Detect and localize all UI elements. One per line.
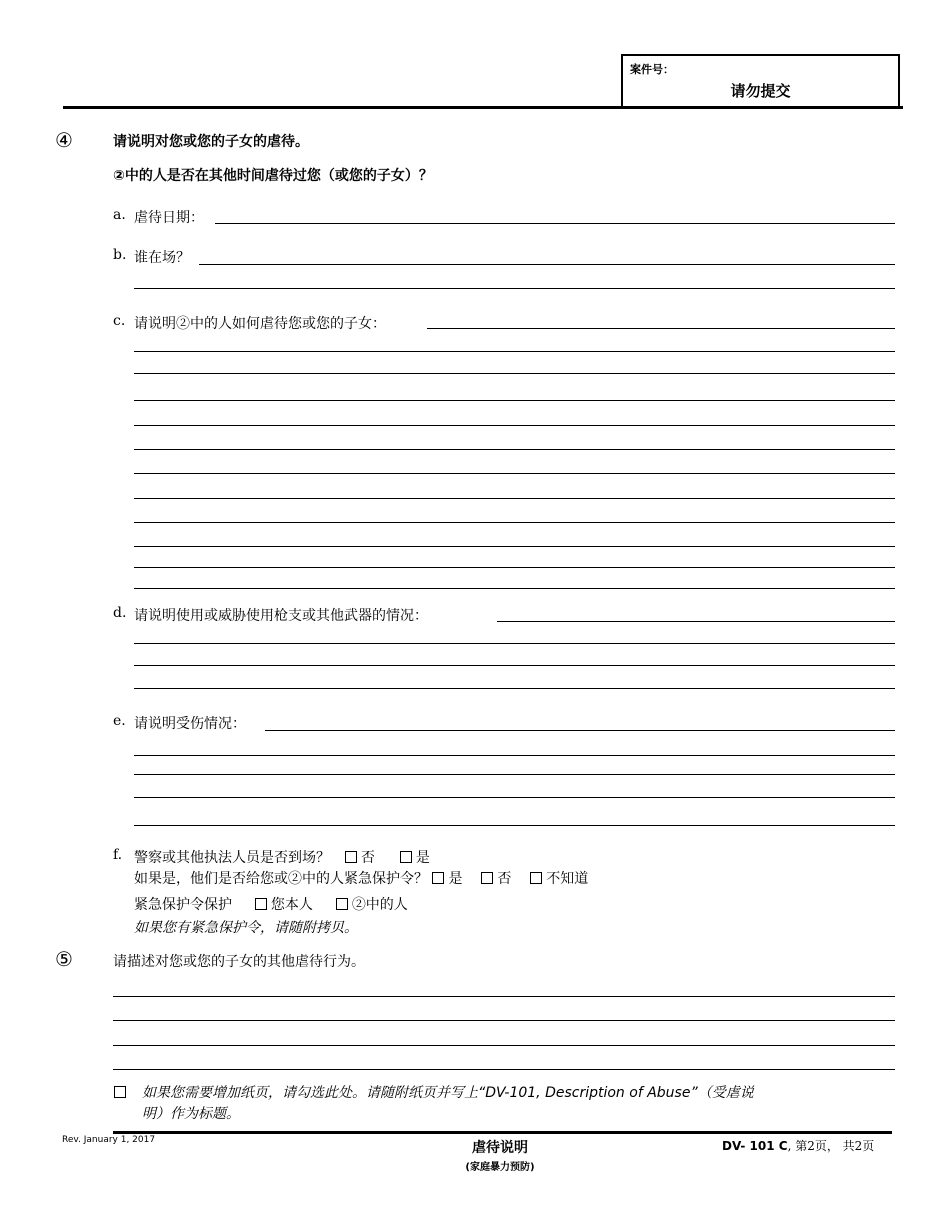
epo-protects-self-checkbox[interactable] [255,898,267,910]
who-present-field-line[interactable] [134,288,895,289]
item-e-letter: e. [113,713,126,729]
item-b-letter: b. [113,247,127,263]
item-c-letter: c. [113,313,126,329]
abuse-description-line[interactable] [134,588,895,589]
epo-yes-label: 是 [448,871,463,887]
abuse-description-line[interactable] [134,473,895,474]
epo-protects-person-label: ②中的人 [351,897,408,913]
abuse-description-line[interactable] [134,449,895,450]
weapons-field-line[interactable] [134,643,895,644]
epo-protects-self-label: 您本人 [270,897,313,913]
case-number-value: 请勿提交 [730,82,791,100]
epo-protects-label: 紧急保护令保护 [134,897,232,913]
header-rule [63,106,903,109]
case-number-box [621,54,900,106]
weapons-field-line[interactable] [134,665,895,666]
epo-question: 如果是，他们是否给您或②中的人紧急保护令？ [134,871,428,887]
page-info: , 第2页， 共2页 [787,1139,875,1153]
item-d-label: 请说明使用或威胁使用枪支或其他武器的情况： [134,608,428,624]
case-number-label: 案件号： [630,63,674,76]
form-id: DV- 101 C [722,1139,788,1153]
other-abuse-line[interactable] [113,1045,895,1046]
item-a-letter: a. [113,207,126,223]
police-yes-label: 是 [415,850,430,866]
abuse-description-line[interactable] [134,522,895,523]
extra-pages-note [142,1083,882,1125]
abuse-description-field[interactable] [427,328,895,329]
item-e-label: 请说明受伤情况： [134,716,246,732]
section-5-title: 请描述对您或您的子女的其他虐待行为。 [113,954,365,970]
abuse-description-line[interactable] [134,425,895,426]
section-4-title: 请说明对您或您的子女的虐待。 [113,134,309,150]
police-no-label: 否 [360,850,375,866]
epo-question-row [134,868,588,888]
item-b-label: 谁在场？ [134,250,190,266]
extra-pages-note-line-2: 明）作为标题。 [142,1106,240,1122]
epo-yes-checkbox[interactable] [432,872,444,884]
abuse-date-field[interactable] [215,223,895,224]
who-present-field[interactable] [199,264,895,265]
abuse-description-line[interactable] [134,498,895,499]
epo-protects-row [134,894,408,914]
extra-pages-note-line-1: 如果您需要增加纸页，请勾选此处。请随附纸页并写上“DV-101, Description of Abuse”（受虐说 [142,1085,754,1101]
footer-rule [113,1131,892,1134]
other-abuse-line[interactable] [113,996,895,997]
section-4-number: ④ [55,128,73,152]
abuse-description-line[interactable] [134,546,895,547]
epo-no-checkbox[interactable] [481,872,493,884]
injuries-field-line[interactable] [134,774,895,775]
extra-pages-checkbox[interactable] [114,1086,126,1098]
footer-title: 虐待说明 [472,1140,528,1156]
other-abuse-line[interactable] [113,1020,895,1021]
abuse-description-line[interactable] [134,351,895,352]
footer-subtitle: (家庭暴力预防) [465,1162,535,1173]
item-d-letter: d. [113,605,127,621]
epo-protects-person-checkbox[interactable] [336,898,348,910]
injuries-field-line[interactable] [134,825,895,826]
abuse-description-line[interactable] [134,400,895,401]
revision-date: Rev. January 1, 2017 [62,1135,156,1145]
abuse-description-line[interactable] [134,567,895,568]
weapons-field[interactable] [497,621,895,622]
section-4-subtitle: ②中的人是否在其他时间虐待过您（或您的子女）？ [113,168,433,184]
form-id-row [722,1137,874,1154]
section-5-number: ⑤ [55,947,73,971]
item-f-letter: f. [113,847,123,863]
epo-unknown-checkbox[interactable] [530,872,542,884]
weapons-field-line[interactable] [134,688,895,689]
epo-copy-note: 如果您有紧急保护令，请随附拷贝。 [134,920,358,936]
police-question: 警察或其他执法人员是否到场？ [134,850,330,866]
abuse-description-line[interactable] [134,373,895,374]
epo-unknown-label: 不知道 [546,871,589,887]
injuries-field-line[interactable] [134,797,895,798]
injuries-field-line[interactable] [134,755,895,756]
other-abuse-line[interactable] [113,1069,895,1070]
item-a-label: 虐待日期： [134,210,204,226]
injuries-field[interactable] [265,730,895,731]
police-question-row [134,847,430,867]
epo-no-label: 否 [497,871,512,887]
item-c-label: 请说明②中的人如何虐待您或您的子女： [134,316,386,332]
police-yes-checkbox[interactable] [400,851,412,863]
police-no-checkbox[interactable] [345,851,357,863]
